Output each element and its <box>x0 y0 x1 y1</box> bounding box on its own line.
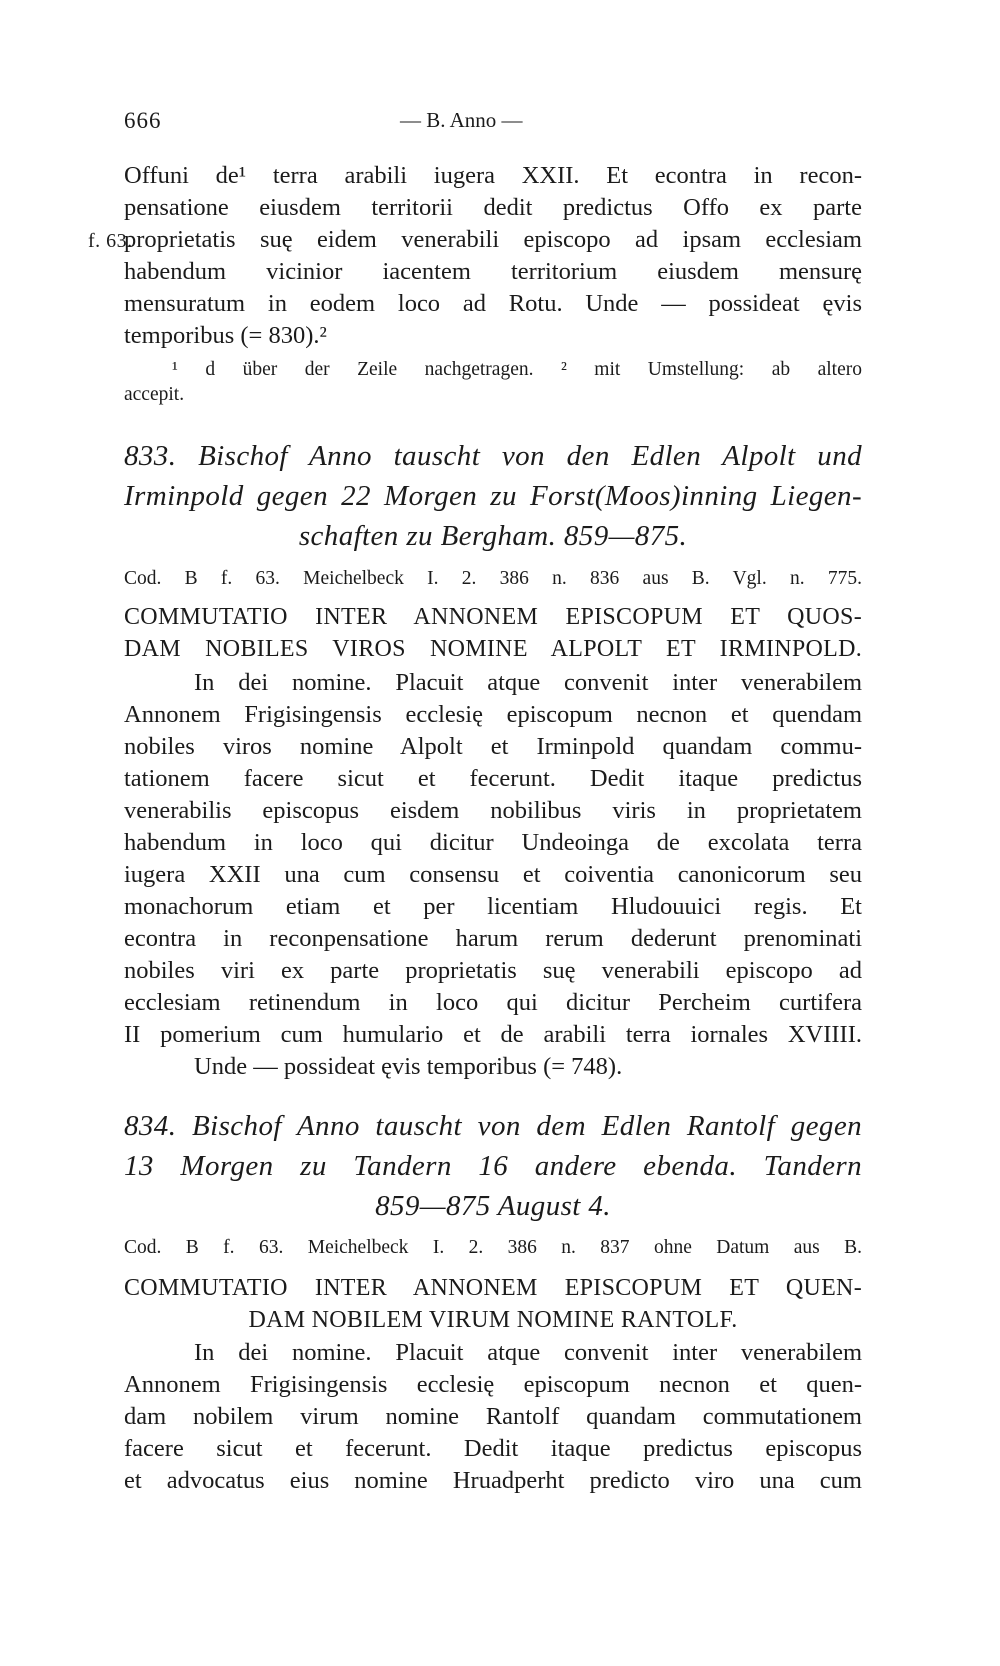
heading-line: 13 Morgen zu Tandern 16 andere ebenda. Tandern <box>124 1150 862 1182</box>
text-line: habendum in loco qui dicitur Undeoinga de excolata terra <box>124 829 862 856</box>
footnote-line: accepit. <box>124 384 185 405</box>
page-header <box>0 108 1000 142</box>
text-line: In dei nomine. Placuit atque convenit inter venerabilem <box>194 1339 862 1366</box>
heading-line: 834. Bischof Anno tauscht von dem Edlen Rantolf gegen <box>124 1110 862 1142</box>
charter-834-source: Cod. B f. 63. Meichelbeck I. 2. 386 n. 837 ohne Datum aus B. <box>124 1237 862 1258</box>
text-line: pensatione eiusdem territorii dedit predictus Offo ex parte <box>124 194 862 221</box>
rubric-line: COMMUTATIO INTER ANNONEM EPISCOPUM ET QUOS- <box>124 604 862 630</box>
rubric-line: DAM NOBILEM VIRUM NOMINE RANTOLF. <box>248 1307 738 1333</box>
text-line: In dei nomine. Placuit atque convenit inter venerabilem <box>194 669 862 696</box>
text-line: temporibus (= 830).² <box>124 322 327 349</box>
text-line: facere sicut et fecerunt. Dedit itaque predictus episcopus <box>124 1435 862 1462</box>
text-line: mensuratum in eodem loco ad Rotu. Unde — possideat ęvis <box>124 290 862 317</box>
text-line: proprietatis suę eidem venerabili episcopo ad ipsam ecclesiam <box>124 226 862 253</box>
text-line: Annonem Frigisingensis ecclesię episcopum necnon et quendam <box>124 701 862 728</box>
text-line: ecclesiam retinendum in loco qui dicitur Percheim curtifera <box>124 989 862 1016</box>
charter-833-rubric <box>124 601 862 665</box>
text-line: iugera XXII una cum consensu et coiventia canonicorum seu <box>124 861 862 888</box>
charter-833-heading <box>124 436 862 556</box>
heading-line: 859—875 August 4. <box>375 1190 611 1222</box>
rubric-line: DAM NOBILES VIROS NOMINE ALPOLT ET IRMINPOLD. <box>124 636 862 662</box>
text-line: venerabilis episcopus eisdem nobilibus viris in proprietatem <box>124 797 862 824</box>
text-line: econtra in reconpensatione harum rerum dederunt prenominati <box>124 925 862 952</box>
footnotes <box>124 357 862 407</box>
text-line: II pomerium cum humulario et de arabili terra iornales XVIIII. <box>124 1021 862 1048</box>
footnote-line: ¹ d über der Zeile nachgetragen. ² mit Umstellung: ab altero <box>172 359 862 380</box>
text-line: dam nobilem virum nomine Rantolf quandam commutationem <box>124 1403 862 1430</box>
text-line: Offuni de¹ terra arabili iugera XXII. Et econtra in recon- <box>124 162 862 189</box>
heading-line: Irminpold gegen 22 Morgen zu Forst(Moos)inning Liegen- <box>124 480 862 512</box>
text-line: tationem facere sicut et fecerunt. Dedit itaque predictus <box>124 765 862 792</box>
text-line: habendum vicinior iacentem territorium eiusdem mensurę <box>124 258 862 285</box>
charter-833-body <box>124 667 862 1083</box>
heading-line: schaften zu Bergham. 859—875. <box>298 520 688 552</box>
text-line: nobiles viri ex parte proprietatis suę venerabili episcopo ad <box>124 957 862 984</box>
page-number: 666 <box>124 108 162 133</box>
charter-834-rubric <box>124 1272 862 1336</box>
text-line: monachorum etiam et per licentiam Hludouuici regis. Et <box>124 893 862 920</box>
text-line: Annonem Frigisingensis ecclesię episcopum necnon et quen- <box>124 1371 862 1398</box>
rubric-line: COMMUTATIO INTER ANNONEM EPISCOPUM ET QUEN- <box>124 1275 862 1301</box>
charter-834-body <box>124 1337 862 1497</box>
margin-folio-note: f. 63. <box>88 230 133 252</box>
text-line: Unde — possideat ęvis temporibus (= 748). <box>194 1053 623 1080</box>
carryover-paragraph <box>88 160 862 352</box>
charter-834-heading <box>124 1106 862 1226</box>
running-head: — B. Anno — <box>400 108 523 132</box>
text-line: nobiles viros nomine Alpolt et Irminpold quandam commu- <box>124 733 862 760</box>
text-line: et advocatus eius nomine Hruadperht predicto viro una cum <box>124 1467 862 1494</box>
heading-line: 833. Bischof Anno tauscht von den Edlen Alpolt und <box>124 440 862 472</box>
charter-833-source: Cod. B f. 63. Meichelbeck I. 2. 386 n. 836 aus B. Vgl. n. 775. <box>124 568 862 589</box>
